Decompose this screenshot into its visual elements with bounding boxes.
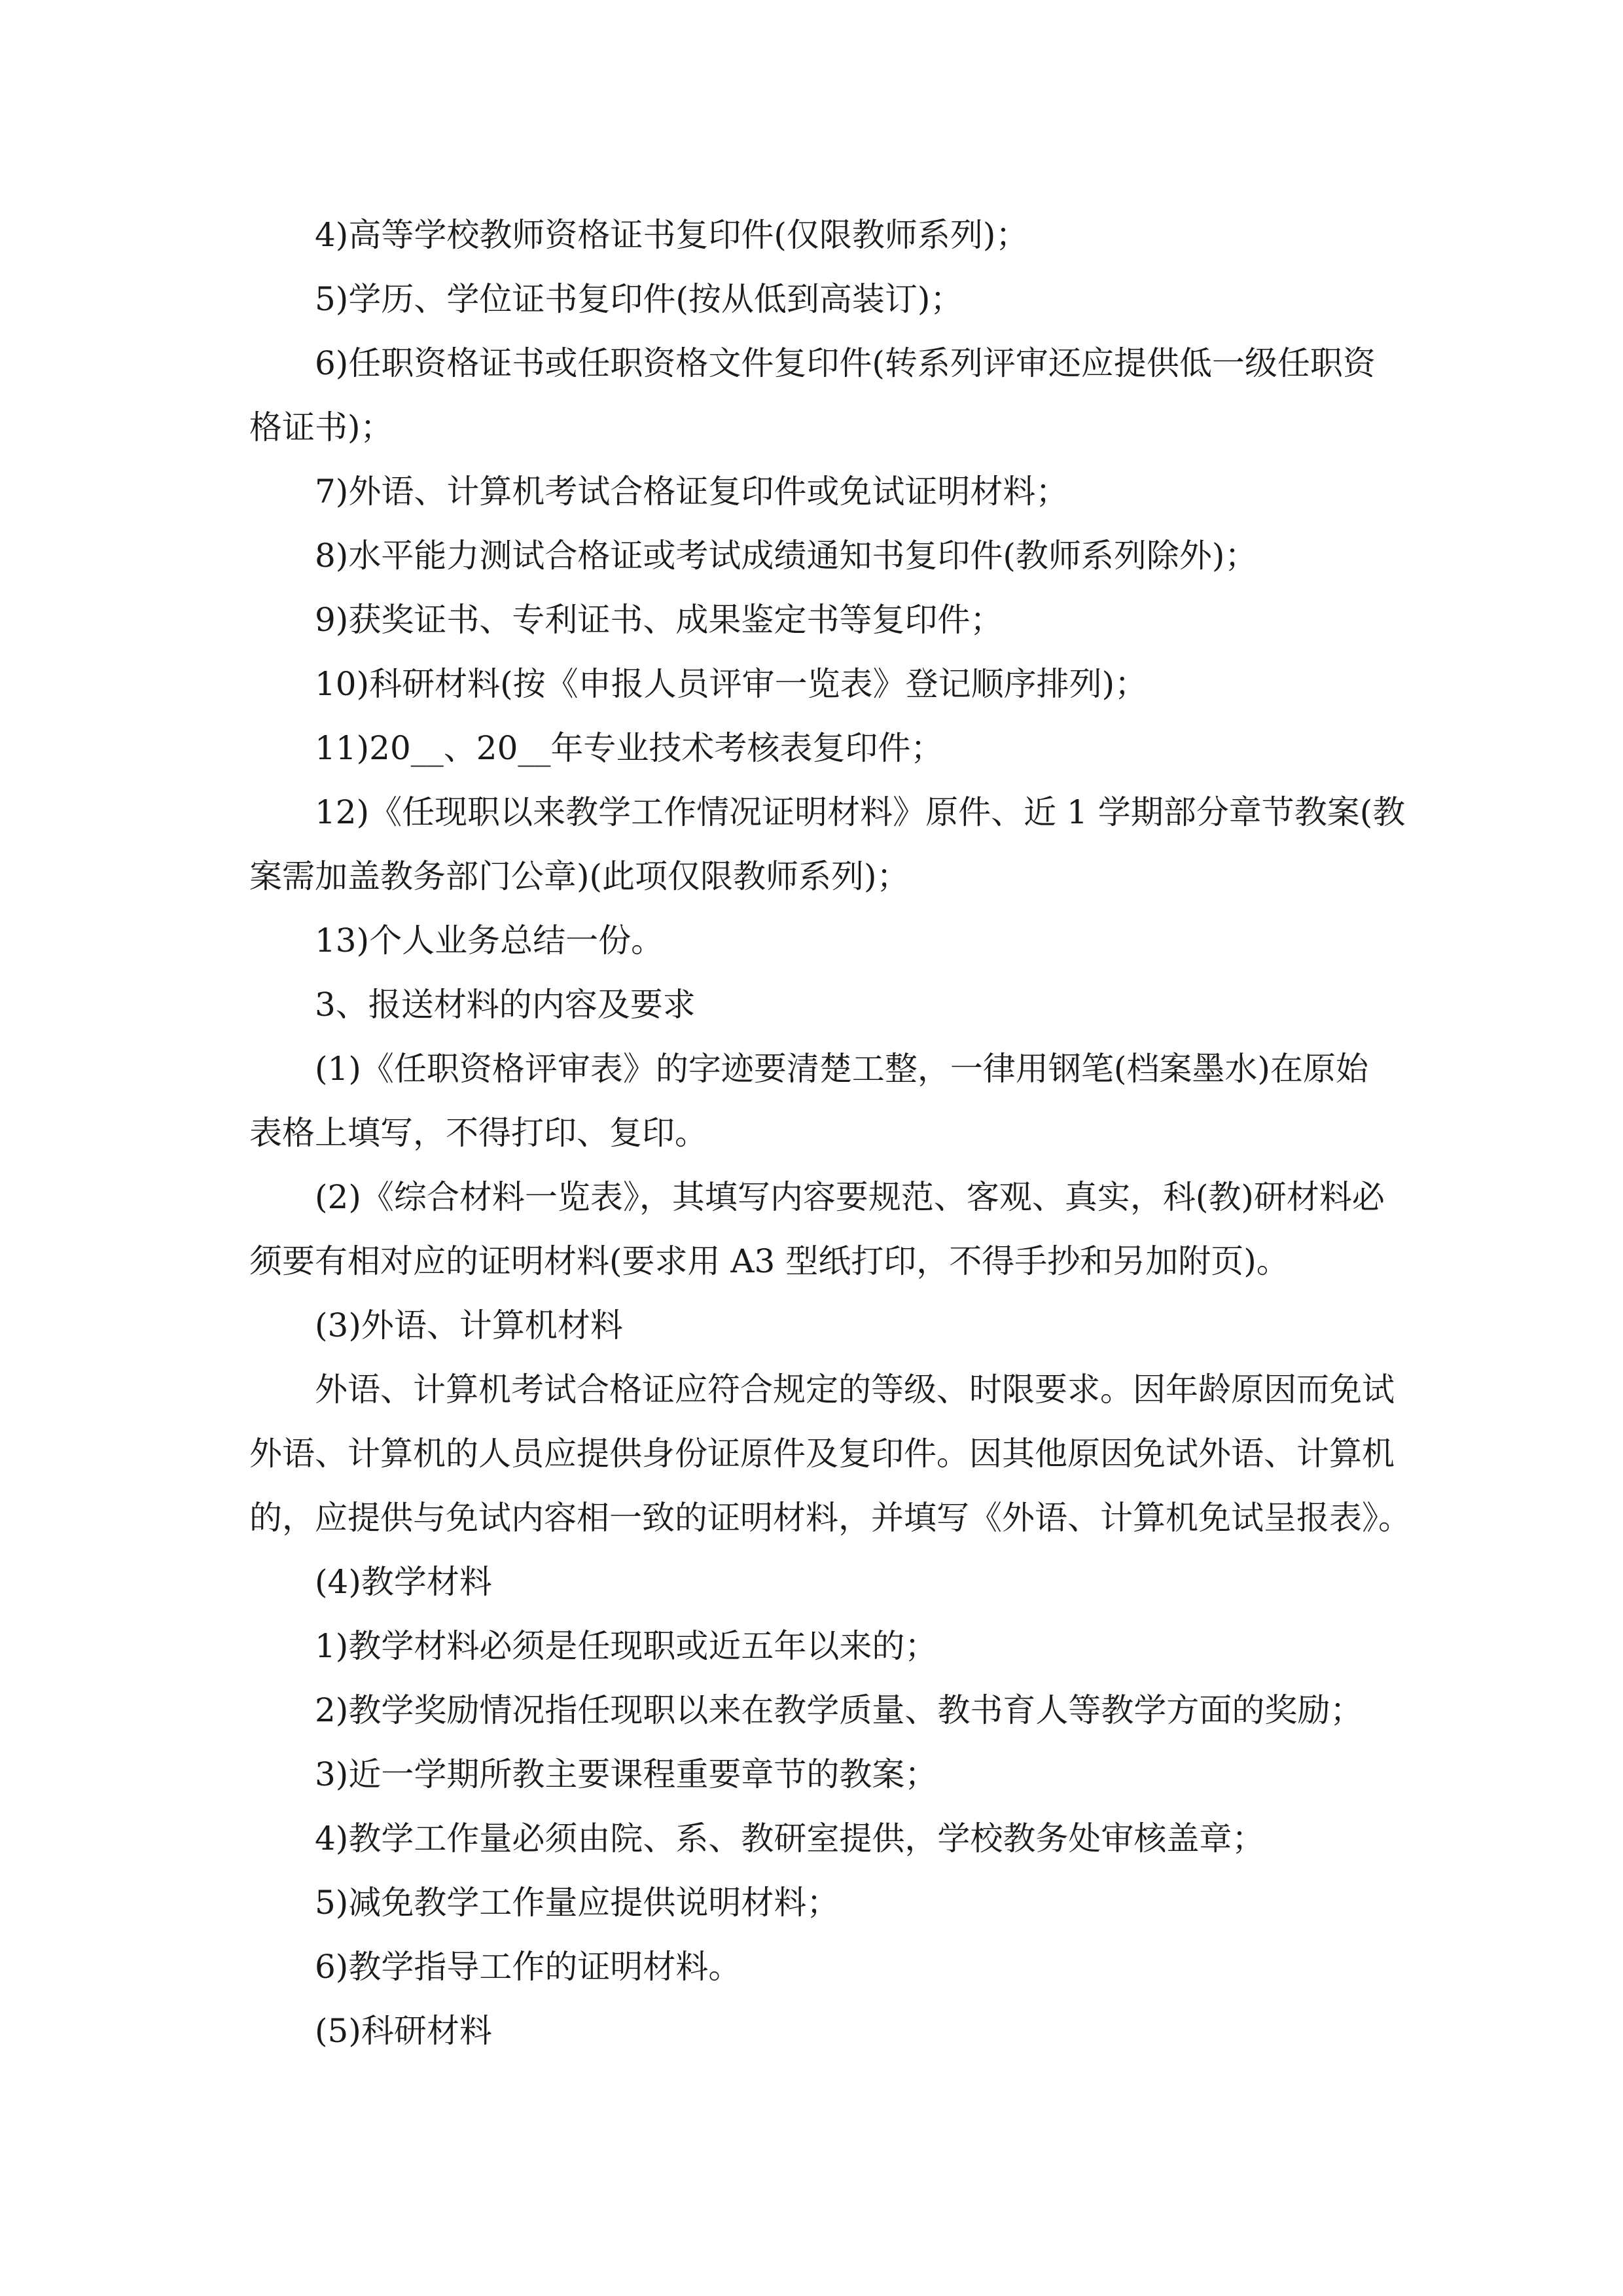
- document-line: 3、报送材料的内容及要求: [315, 986, 696, 1024]
- document-line: 11)20__、20__年专业技术考核表复印件；: [315, 729, 944, 767]
- document-line: 10)科研材料(按《申报人员评审一览表》登记顺序排列)；: [315, 665, 1148, 703]
- document-line: 的，应提供与免试内容相一致的证明材料，并填写《外语、计算机免试呈报表》。: [249, 1499, 1411, 1537]
- document-line: 4)教学工作量必须由院、系、教研室提供，学校教务处审核盖章；: [315, 1820, 1265, 1857]
- document-line: (4)教学材料: [315, 1563, 492, 1601]
- document-line: (1)《任职资格评审表》的字迹要清楚工整，一律用钢笔(档案墨水)在原始: [315, 1050, 1368, 1088]
- document-line: 5)学历、学位证书复印件(按从低到高装订)；: [315, 280, 963, 318]
- document-line: 外语、计算机考试合格证应符合规定的等级、时限要求。因年龄原因而免试: [315, 1371, 1395, 1408]
- document-line: 7)外语、计算机考试合格证复印件或免试证明材料；: [315, 473, 1069, 511]
- document-line: (3)外语、计算机材料: [315, 1306, 623, 1344]
- document-line: (2)《综合材料一览表》，其填写内容要规范、客观、真实，科(教)研材料必: [315, 1178, 1385, 1216]
- document-line: 2)教学奖励情况指任现职以来在教学质量、教书育人等教学方面的奖励；: [315, 1691, 1363, 1729]
- document-line: 须要有相对应的证明材料(要求用 A3 型纸打印，不得手抄和另加附页)。: [249, 1242, 1289, 1280]
- document-line: 外语、计算机的人员应提供身份证原件及复印件。因其他原因免试外语、计算机: [249, 1435, 1395, 1473]
- document-line: 6)任职资格证书或任职资格文件复印件(转系列评审还应提供低一级任职资: [315, 344, 1376, 382]
- document-line: 3)近一学期所教主要课程重要章节的教案；: [315, 1755, 938, 1793]
- document-line: 5)减免教学工作量应提供说明材料；: [315, 1884, 840, 1922]
- document-line: 6)教学指导工作的证明材料。: [315, 1948, 741, 1986]
- document-line: 9)获奖证书、专利证书、成果鉴定书等复印件；: [315, 601, 1003, 639]
- document-line: 13)个人业务总结一份。: [315, 922, 664, 960]
- document-body: [249, 203, 1411, 2063]
- document-line: 案需加盖教务部门公章)(此项仅限教师系列)；: [249, 857, 910, 895]
- document-line: 1)教学材料必须是任现职或近五年以来的；: [315, 1627, 938, 1665]
- document-line: (5)科研材料: [315, 2012, 492, 2050]
- document-line: 格证书)；: [249, 408, 393, 446]
- document-line: 4)高等学校教师资格证书复印件(仅限教师系列)；: [315, 216, 1029, 254]
- document-line: 表格上填写，不得打印、复印。: [249, 1114, 707, 1152]
- document-line: 8)水平能力测试合格证或考试成绩通知书复印件(教师系列除外)；: [315, 537, 1258, 575]
- document-line: 12)《任现职以来教学工作情况证明材料》原件、近 1 学期部分章节教案(教: [315, 793, 1406, 831]
